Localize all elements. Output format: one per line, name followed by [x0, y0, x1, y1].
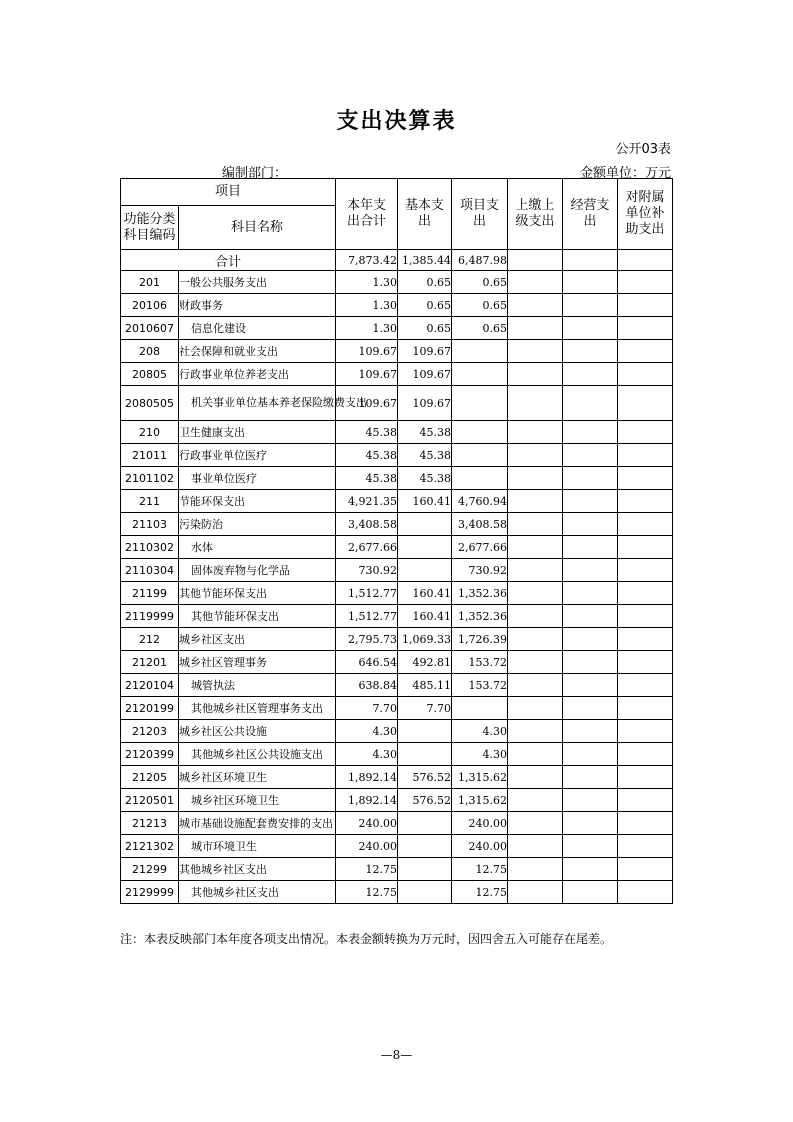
code-cell: 201: [121, 271, 179, 294]
operating-cell: [563, 271, 618, 294]
subsidiary-cell: [618, 294, 673, 317]
code-cell: 2110304: [121, 559, 179, 582]
total-cell: 109.67: [336, 340, 398, 363]
header-upper: 上缴上级支出: [508, 179, 563, 250]
upper-cell: [508, 467, 563, 490]
total-cell: 3,408.58: [336, 513, 398, 536]
subsidiary-cell: [618, 789, 673, 812]
total-label: 合计: [121, 250, 336, 271]
table-row: [121, 651, 673, 674]
operating-cell: [563, 697, 618, 720]
subsidiary-cell: [618, 467, 673, 490]
code-cell: 21199: [121, 582, 179, 605]
code-cell: 2120501: [121, 789, 179, 812]
operating-cell: [563, 444, 618, 467]
upper-cell: [508, 812, 563, 835]
total-cell: 109.67: [336, 363, 398, 386]
basic-cell: 7.70: [398, 697, 452, 720]
code-cell: 2101102: [121, 467, 179, 490]
name-cell: 信息化建设: [179, 317, 336, 340]
upper-cell: [508, 421, 563, 444]
name-cell: 财政事务: [179, 294, 336, 317]
operating-cell: [563, 605, 618, 628]
code-cell: 21213: [121, 812, 179, 835]
operating-cell: [563, 421, 618, 444]
total-cell: 2,677.66: [336, 536, 398, 559]
basic-cell: 1,069.33: [398, 628, 452, 651]
name-cell: 机关事业单位基本养老保险缴费支出: [179, 386, 336, 421]
operating-cell: [563, 317, 618, 340]
basic-cell: [398, 881, 452, 904]
project-cell: 240.00: [452, 835, 508, 858]
total-cell: 12.75: [336, 858, 398, 881]
upper-cell: [508, 674, 563, 697]
department-label: 编制部门：: [222, 166, 288, 181]
project-cell: 240.00: [452, 812, 508, 835]
total-cell: 638.84: [336, 674, 398, 697]
name-cell: 城乡社区环境卫生: [179, 766, 336, 789]
name-cell: 水体: [179, 536, 336, 559]
subsidiary-cell: [618, 743, 673, 766]
project-cell: 12.75: [452, 881, 508, 904]
operating-cell: [563, 651, 618, 674]
total-cell: 1,892.14: [336, 789, 398, 812]
code-cell: 212: [121, 628, 179, 651]
subsidiary-cell: [618, 720, 673, 743]
subsidiary-cell: [618, 835, 673, 858]
upper-cell: [508, 881, 563, 904]
total-row: [121, 250, 673, 271]
code-cell: 211: [121, 490, 179, 513]
total-cell: 1.30: [336, 317, 398, 340]
table-row: [121, 582, 673, 605]
operating-cell: [563, 858, 618, 881]
total-cell: 45.38: [336, 421, 398, 444]
name-cell: 其他城乡社区公共设施支出: [179, 743, 336, 766]
table-row: [121, 421, 673, 444]
total-cell: 1.30: [336, 271, 398, 294]
code-cell: 2120199: [121, 697, 179, 720]
name-cell: 事业单位医疗: [179, 467, 336, 490]
project-cell: 0.65: [452, 317, 508, 340]
basic-cell: [398, 858, 452, 881]
expenditure-table: [120, 178, 673, 904]
basic-cell: 0.65: [398, 294, 452, 317]
project-cell: [452, 363, 508, 386]
table-row: [121, 766, 673, 789]
code-cell: 21203: [121, 720, 179, 743]
subsidiary-cell: [618, 674, 673, 697]
total-cell: 45.38: [336, 467, 398, 490]
code-cell: 21201: [121, 651, 179, 674]
operating-cell: [563, 835, 618, 858]
table-row: [121, 605, 673, 628]
code-cell: 20805: [121, 363, 179, 386]
basic-cell: [398, 513, 452, 536]
total-cell: 4.30: [336, 720, 398, 743]
code-cell: 2121302: [121, 835, 179, 858]
name-cell: 其他城乡社区支出: [179, 881, 336, 904]
total-cell: 730.92: [336, 559, 398, 582]
project-cell: 4.30: [452, 743, 508, 766]
header-subsidiary: 对附属单位补助支出: [618, 179, 673, 250]
operating-cell: [563, 536, 618, 559]
footnote: 注：本表反映部门本年度各项支出情况。本表金额转换为万元时，因四舍五入可能存在尾差。: [120, 932, 613, 946]
operating-cell: [563, 812, 618, 835]
table-row: [121, 294, 673, 317]
upper-cell: [508, 490, 563, 513]
name-cell: 其他城乡社区支出: [179, 858, 336, 881]
total-cell: 7.70: [336, 697, 398, 720]
project-cell: 2,677.66: [452, 536, 508, 559]
basic-cell: 109.67: [398, 386, 452, 421]
page-title: 支出决算表: [336, 109, 457, 134]
upper-cell: [508, 559, 563, 582]
code-cell: 2120104: [121, 674, 179, 697]
total-cell: 1.30: [336, 294, 398, 317]
project-cell: 153.72: [452, 674, 508, 697]
table-row: [121, 490, 673, 513]
total-cell: 1,512.77: [336, 605, 398, 628]
total-cell: 45.38: [336, 444, 398, 467]
total-cell: 240.00: [336, 835, 398, 858]
header-project: 项目支出: [452, 179, 508, 250]
name-cell: 行政事业单位养老支出: [179, 363, 336, 386]
upper-cell: [508, 250, 563, 271]
header-total: 本年支出合计: [336, 179, 398, 250]
subsidiary-cell: [618, 858, 673, 881]
project-cell: 0.65: [452, 271, 508, 294]
name-cell: 城乡社区管理事务: [179, 651, 336, 674]
basic-cell: [398, 720, 452, 743]
name-cell: 其他城乡社区管理事务支出: [179, 697, 336, 720]
subsidiary-cell: [618, 250, 673, 271]
name-cell: 污染防治: [179, 513, 336, 536]
table-row: [121, 386, 673, 421]
operating-cell: [563, 386, 618, 421]
name-cell: 社会保障和就业支出: [179, 340, 336, 363]
upper-cell: [508, 743, 563, 766]
operating-cell: [563, 250, 618, 271]
table-row: [121, 674, 673, 697]
basic-cell: 160.41: [398, 582, 452, 605]
total-cell: 1,512.77: [336, 582, 398, 605]
subsidiary-cell: [618, 513, 673, 536]
basic-cell: [398, 812, 452, 835]
subsidiary-cell: [618, 386, 673, 421]
table-row: [121, 363, 673, 386]
upper-cell: [508, 317, 563, 340]
project-cell: 12.75: [452, 858, 508, 881]
unit-label: 金额单位：万元: [579, 166, 671, 181]
table-row: [121, 340, 673, 363]
project-cell: [452, 444, 508, 467]
basic-cell: 45.38: [398, 444, 452, 467]
operating-cell: [563, 881, 618, 904]
total-cell: 7,873.42: [336, 250, 398, 271]
code-cell: 210: [121, 421, 179, 444]
subsidiary-cell: [618, 628, 673, 651]
subsidiary-cell: [618, 766, 673, 789]
total-cell: 4.30: [336, 743, 398, 766]
upper-cell: [508, 536, 563, 559]
operating-cell: [563, 559, 618, 582]
subsidiary-cell: [618, 444, 673, 467]
upper-cell: [508, 363, 563, 386]
total-cell: 4,921.35: [336, 490, 398, 513]
basic-cell: 160.41: [398, 490, 452, 513]
header-item: 项目: [121, 179, 336, 206]
project-cell: 1,726.39: [452, 628, 508, 651]
subsidiary-cell: [618, 490, 673, 513]
basic-cell: 0.65: [398, 271, 452, 294]
name-cell: 城市环境卫生: [179, 835, 336, 858]
upper-cell: [508, 340, 563, 363]
basic-cell: [398, 835, 452, 858]
subsidiary-cell: [618, 812, 673, 835]
operating-cell: [563, 789, 618, 812]
total-cell: 2,795.73: [336, 628, 398, 651]
header-name: 科目名称: [179, 206, 336, 250]
project-cell: 1,352.36: [452, 582, 508, 605]
basic-cell: 485.11: [398, 674, 452, 697]
name-cell: 其他节能环保支出: [179, 605, 336, 628]
upper-cell: [508, 271, 563, 294]
code-cell: 21299: [121, 858, 179, 881]
upper-cell: [508, 294, 563, 317]
operating-cell: [563, 628, 618, 651]
name-cell: 城乡社区环境卫生: [179, 789, 336, 812]
upper-cell: [508, 858, 563, 881]
name-cell: 一般公共服务支出: [179, 271, 336, 294]
table-row: [121, 271, 673, 294]
subsidiary-cell: [618, 559, 673, 582]
code-cell: 21103: [121, 513, 179, 536]
upper-cell: [508, 835, 563, 858]
operating-cell: [563, 490, 618, 513]
name-cell: 城管执法: [179, 674, 336, 697]
project-cell: [452, 467, 508, 490]
upper-cell: [508, 582, 563, 605]
table-row: [121, 720, 673, 743]
project-cell: 0.65: [452, 294, 508, 317]
total-cell: 109.67: [336, 386, 398, 421]
upper-cell: [508, 789, 563, 812]
code-cell: 208: [121, 340, 179, 363]
basic-cell: 0.65: [398, 317, 452, 340]
total-cell: 12.75: [336, 881, 398, 904]
project-cell: 730.92: [452, 559, 508, 582]
project-cell: 153.72: [452, 651, 508, 674]
operating-cell: [563, 766, 618, 789]
project-cell: [452, 340, 508, 363]
name-cell: 固体废弃物与化学品: [179, 559, 336, 582]
upper-cell: [508, 513, 563, 536]
table-row: [121, 881, 673, 904]
subsidiary-cell: [618, 317, 673, 340]
code-cell: 2110302: [121, 536, 179, 559]
project-cell: 1,315.62: [452, 789, 508, 812]
subsidiary-cell: [618, 271, 673, 294]
basic-cell: [398, 743, 452, 766]
operating-cell: [563, 582, 618, 605]
subsidiary-cell: [618, 582, 673, 605]
upper-cell: [508, 386, 563, 421]
subsidiary-cell: [618, 881, 673, 904]
name-cell: 节能环保支出: [179, 490, 336, 513]
subsidiary-cell: [618, 536, 673, 559]
name-cell: 城乡社区公共设施: [179, 720, 336, 743]
name-cell: 卫生健康支出: [179, 421, 336, 444]
table-row: [121, 858, 673, 881]
subsidiary-cell: [618, 605, 673, 628]
operating-cell: [563, 294, 618, 317]
total-cell: 646.54: [336, 651, 398, 674]
project-cell: [452, 421, 508, 444]
code-cell: 2120399: [121, 743, 179, 766]
name-cell: 其他节能环保支出: [179, 582, 336, 605]
project-cell: [452, 697, 508, 720]
table-row: [121, 697, 673, 720]
basic-cell: 1,385.44: [398, 250, 452, 271]
table-row: [121, 789, 673, 812]
project-cell: [452, 386, 508, 421]
name-cell: 行政事业单位医疗: [179, 444, 336, 467]
upper-cell: [508, 651, 563, 674]
table-row: [121, 812, 673, 835]
table-row: [121, 467, 673, 490]
operating-cell: [563, 743, 618, 766]
header-operating: 经营支出: [563, 179, 618, 250]
code-cell: 2119999: [121, 605, 179, 628]
code-cell: 2010607: [121, 317, 179, 340]
operating-cell: [563, 720, 618, 743]
table-row: [121, 835, 673, 858]
operating-cell: [563, 363, 618, 386]
subsidiary-cell: [618, 697, 673, 720]
header-basic: 基本支出: [398, 179, 452, 250]
upper-cell: [508, 697, 563, 720]
total-cell: 240.00: [336, 812, 398, 835]
basic-cell: 45.38: [398, 467, 452, 490]
basic-cell: 109.67: [398, 340, 452, 363]
code-cell: 21011: [121, 444, 179, 467]
table-row: [121, 559, 673, 582]
upper-cell: [508, 605, 563, 628]
basic-cell: [398, 559, 452, 582]
code-cell: 2080505: [121, 386, 179, 421]
subsidiary-cell: [618, 421, 673, 444]
form-number: 公开03表: [615, 142, 671, 157]
table-row: [121, 628, 673, 651]
project-cell: 4,760.94: [452, 490, 508, 513]
upper-cell: [508, 628, 563, 651]
operating-cell: [563, 467, 618, 490]
operating-cell: [563, 674, 618, 697]
project-cell: 1,315.62: [452, 766, 508, 789]
upper-cell: [508, 720, 563, 743]
code-cell: 2129999: [121, 881, 179, 904]
name-cell: 城乡社区支出: [179, 628, 336, 651]
name-cell: 城市基础设施配套费安排的支出: [179, 812, 336, 835]
table-row: [121, 444, 673, 467]
code-cell: 20106: [121, 294, 179, 317]
operating-cell: [563, 340, 618, 363]
subsidiary-cell: [618, 340, 673, 363]
subsidiary-cell: [618, 651, 673, 674]
basic-cell: 492.81: [398, 651, 452, 674]
total-cell: 1,892.14: [336, 766, 398, 789]
basic-cell: 576.52: [398, 766, 452, 789]
page-number: —8—: [380, 1048, 413, 1062]
basic-cell: 45.38: [398, 421, 452, 444]
basic-cell: 109.67: [398, 363, 452, 386]
project-cell: 3,408.58: [452, 513, 508, 536]
upper-cell: [508, 444, 563, 467]
basic-cell: 576.52: [398, 789, 452, 812]
header-code: 功能分类科目编码: [121, 206, 179, 250]
project-cell: 1,352.36: [452, 605, 508, 628]
code-cell: 21205: [121, 766, 179, 789]
project-cell: 4.30: [452, 720, 508, 743]
basic-cell: 160.41: [398, 605, 452, 628]
subsidiary-cell: [618, 363, 673, 386]
table-row: [121, 536, 673, 559]
table-row: [121, 317, 673, 340]
project-cell: 6,487.98: [452, 250, 508, 271]
table-row: [121, 743, 673, 766]
basic-cell: [398, 536, 452, 559]
operating-cell: [563, 513, 618, 536]
table-row: [121, 513, 673, 536]
upper-cell: [508, 766, 563, 789]
